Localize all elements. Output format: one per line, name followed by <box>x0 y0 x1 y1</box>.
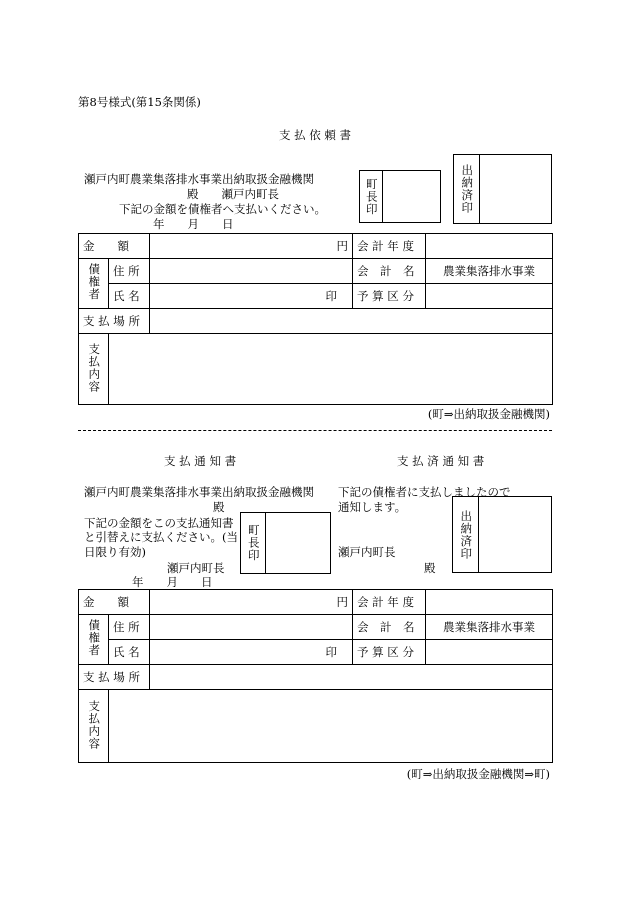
request-dono-mayor: 殿 瀬戸内町長 <box>187 187 279 201</box>
request-date-line: 年 月 日 <box>153 217 234 231</box>
mayor-stamp-label: 町長印 <box>360 171 383 222</box>
paid-stamp-area <box>480 155 551 223</box>
address-field[interactable] <box>150 259 353 284</box>
amount-label: 金 額 <box>79 234 150 259</box>
amount-field[interactable] <box>150 234 353 259</box>
fiscal-year-label: 会 計 年 度 <box>353 234 426 259</box>
fiscal-year-field[interactable] <box>426 234 553 259</box>
request-title: 支 払 依 頼 書 <box>278 128 352 142</box>
notice-dono: 殿 <box>213 500 225 514</box>
paid-stamp-box <box>453 154 552 224</box>
amount-field[interactable] <box>150 590 353 615</box>
notice-paid-stamp-box <box>452 496 552 573</box>
account-label: 会 計 名 <box>353 615 426 640</box>
name-label: 氏 名 <box>109 640 150 665</box>
request-footer-note: (町⇒出納取扱金融機関) <box>427 407 550 421</box>
paid-notice-title: 支 払 済 通 知 書 <box>397 454 485 468</box>
budget-field[interactable] <box>426 640 553 665</box>
notice-paid-stamp-label: 出納済印 <box>453 497 479 572</box>
notice-table <box>78 589 553 763</box>
content-label: 支払内容 <box>79 334 109 405</box>
mayor-stamp-box <box>359 170 441 223</box>
place-field[interactable] <box>150 309 553 334</box>
notice-footer-note: (町⇒出納取扱金融機関⇒町) <box>406 767 550 781</box>
notice-mayor-stamp-label: 町長印 <box>241 513 266 573</box>
amount-label: 金 額 <box>79 590 150 615</box>
notice-title: 支 払 通 知 書 <box>164 454 237 468</box>
notice-body-line2: と引替えに支払ください。(当 <box>84 530 238 544</box>
creditor-label: 債権者 <box>79 259 109 309</box>
cut-line <box>78 430 552 431</box>
content-label: 支払内容 <box>79 690 109 763</box>
paid-notice-line1: 下記の債権者に支払しましたので <box>338 485 511 499</box>
creditor-label: 債権者 <box>79 615 109 665</box>
name-field[interactable] <box>150 640 353 665</box>
address-field[interactable] <box>150 615 353 640</box>
place-label: 支 払 場 所 <box>79 665 150 690</box>
account-value: 農業集落排水事業 <box>426 615 553 640</box>
budget-label: 予 算 区 分 <box>353 640 426 665</box>
yen-unit: 円 <box>336 595 348 609</box>
form-number: 第8号様式(第15条関係) <box>78 95 201 109</box>
notice-date-line: 年 月 日 <box>132 575 213 589</box>
notice-body-line3: 日限り有効) <box>84 545 146 559</box>
budget-field[interactable] <box>426 284 553 309</box>
notice-mayor-stamp-area <box>266 513 330 573</box>
request-table <box>78 233 553 405</box>
name-label: 氏 名 <box>109 284 150 309</box>
notice-addressee: 瀬戸内町農業集落排水事業出納取扱金融機関 <box>84 485 314 499</box>
mayor-stamp-area <box>383 171 440 222</box>
place-field[interactable] <box>150 665 553 690</box>
budget-label: 予 算 区 分 <box>353 284 426 309</box>
paid-notice-line2: 通知します。 <box>338 500 407 514</box>
notice-body-line1: 下記の金額をこの支払通知書 <box>84 516 234 530</box>
notice-paid-stamp-area <box>479 497 551 572</box>
notice-mayor: 瀬戸内町長 <box>167 561 225 575</box>
notice-mayor-stamp-box <box>240 512 331 574</box>
account-label: 会 計 名 <box>353 259 426 284</box>
paid-notice-mayor: 瀬戸内町長 <box>338 545 396 559</box>
account-value: 農業集落排水事業 <box>426 259 553 284</box>
content-field[interactable] <box>109 690 553 763</box>
address-label: 住 所 <box>109 615 150 640</box>
request-addressee: 瀬戸内町農業集落排水事業出納取扱金融機関 <box>84 172 314 186</box>
place-label: 支 払 場 所 <box>79 309 150 334</box>
seal-mark: 印 <box>325 645 338 659</box>
paid-notice-dono: 殿 <box>424 561 436 575</box>
name-field[interactable] <box>150 284 353 309</box>
fiscal-year-field[interactable] <box>426 590 553 615</box>
request-body-text: 下記の金額を債権者へ支払いください。 <box>119 202 326 216</box>
address-label: 住 所 <box>109 259 150 284</box>
fiscal-year-label: 会 計 年 度 <box>353 590 426 615</box>
yen-unit: 円 <box>336 239 348 253</box>
seal-mark: 印 <box>325 289 338 303</box>
content-field[interactable] <box>109 334 553 405</box>
paid-stamp-label: 出納済印 <box>454 155 480 223</box>
